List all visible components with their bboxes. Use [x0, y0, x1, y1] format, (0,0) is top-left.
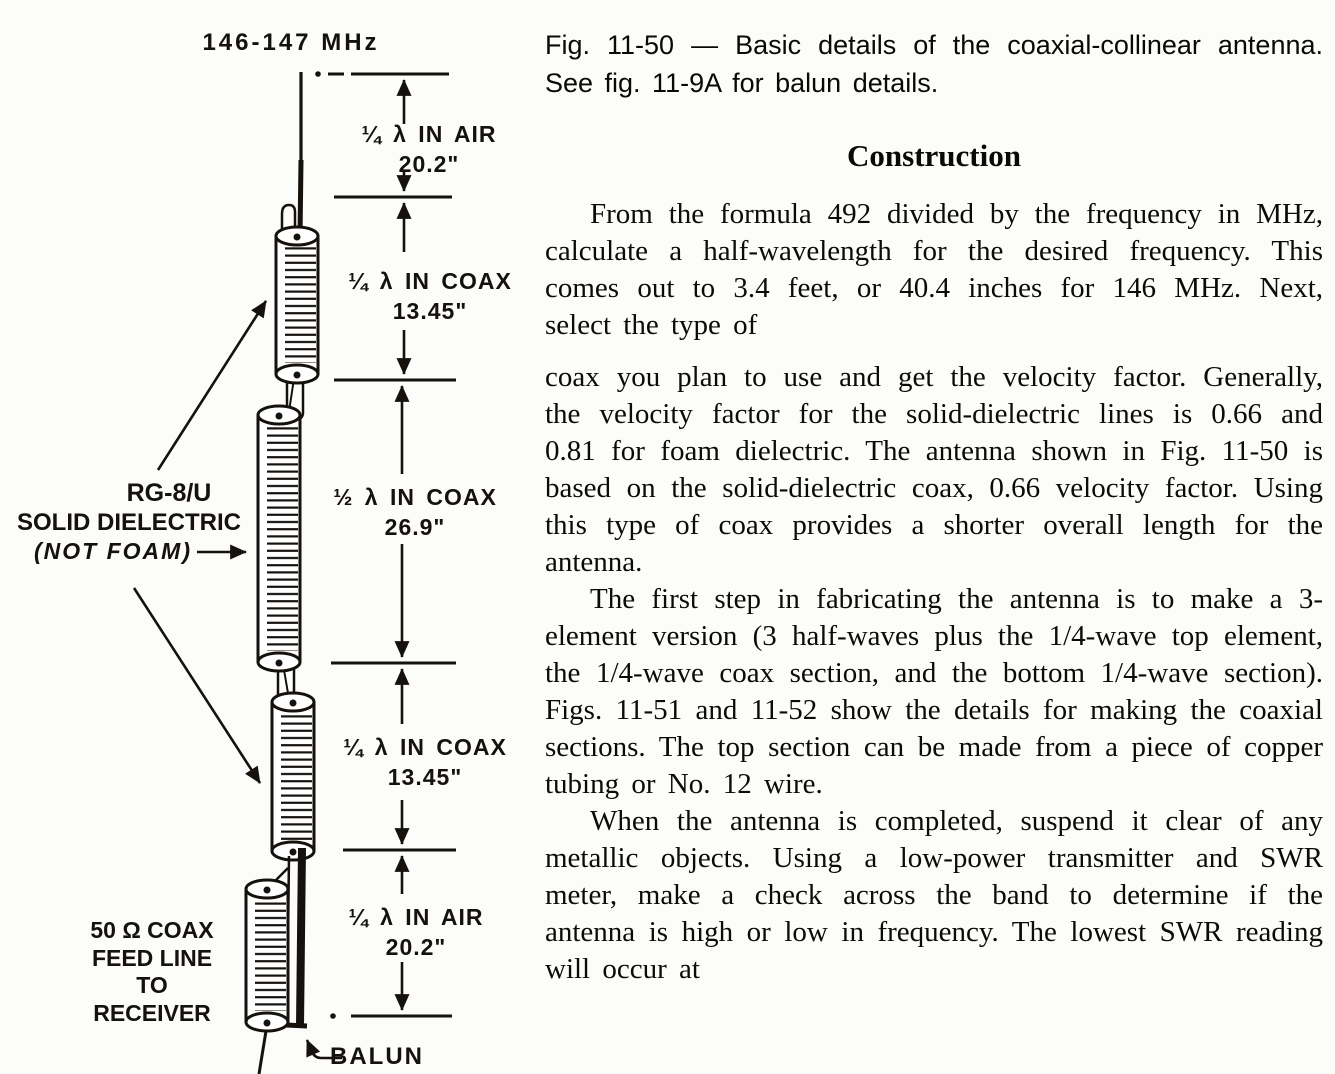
dimension-text: ½ λ IN COAX [333, 484, 497, 510]
dimension-text: ¼ λ IN AIR [348, 904, 484, 930]
dimension-label-quarter-wave-coax-lower [335, 732, 515, 792]
dimension-label-quarter-wave-air-top [339, 119, 519, 179]
feed-line-line2: FEED LINE [91, 944, 213, 971]
dimension-text: ¼ λ IN AIR [361, 121, 497, 147]
dimension-value: 13.45" [392, 298, 468, 324]
dimension-ticks [315, 71, 456, 1019]
dimension-label-half-wave-coax [325, 482, 505, 542]
dimension-text: ¼ λ IN COAX [343, 734, 507, 760]
dimension-text: ¼ λ IN COAX [348, 268, 512, 294]
balun-label: BALUN [330, 1043, 424, 1070]
coax-type-line2: SOLID DIELECTRIC [16, 509, 241, 536]
paragraph-4: When the antenna is completed, suspend it clear of any metallic objects. Using a low-power transmitter and SWR meter, make a check across the band to determine if the antenna is high or low in frequency. The lowest SWR reading will occur at [545, 805, 1323, 985]
coax-type-line3: (NOT FOAM) [34, 538, 192, 564]
dimension-label-quarter-wave-air-bottom [326, 902, 506, 962]
feed-line-line3: TO [136, 972, 168, 998]
paragraph-3: The first step in fabricating the antenna is to make a 3-element version (3 half-waves plus the 1/4-wave top element, the 1/4-wave coax section, and the bottom 1/4-wave section). Figs. 11-51 and 11-52 show the details for making the coaxial sections. The top section can be made from a piece of copper tubing or No. 12 wire. [545, 583, 1323, 800]
frequency-range-label: 146-147 MHz [202, 29, 380, 56]
feed-line-line4: RECEIVER [93, 999, 211, 1026]
dimension-value: 20.2" [385, 934, 447, 960]
article-column [545, 18, 1323, 988]
figure-11-50 [0, 0, 540, 1074]
dimension-value: 13.45" [387, 764, 463, 790]
paragraph-1: From the formula 492 divided by the frequency in MHz, calculate a half-wavelength for the desired frequency. This comes out to 3.4 feet, or 40.4 inches for 146 MHz. Next, select the type of [545, 198, 1323, 341]
figure-caption: Fig. 11-50 — Basic details of the coaxial-collinear antenna. See fig. 11-9A for balun details. [545, 30, 1323, 98]
coax-type-label [6, 479, 252, 566]
dimension-label-quarter-wave-coax-top [340, 266, 520, 326]
feed-line-line1: 50 Ω COAX [90, 917, 214, 943]
coax-section-quarter-wave-lower [272, 693, 314, 860]
dimension-value: 26.9" [384, 514, 446, 540]
dimension-value: 20.2" [398, 151, 460, 177]
coax-section-half-wave [258, 406, 300, 671]
coax-type-line1: RG-8/U [126, 479, 212, 507]
feed-line-coax-section [246, 880, 288, 1031]
coax-section-quarter-wave-top [276, 227, 318, 383]
feed-wire [259, 1031, 266, 1074]
feed-line-label [72, 917, 232, 1027]
paragraph-2: coax you plan to use and get the velocity factor. Generally, the velocity factor for the solid-dielectric lines is 0.66 and 0.81 for foam dielectric. The antenna shown in Fig. 11-50 is based on the solid-dielectric coax, 0.66 velocity factor. Using this type of coax provides a shorter overall length for the antenna. [545, 361, 1323, 578]
section-heading: Construction [847, 138, 1021, 173]
dimension-arrows [402, 80, 404, 1010]
quarter-wave-whip-rod [282, 72, 301, 237]
